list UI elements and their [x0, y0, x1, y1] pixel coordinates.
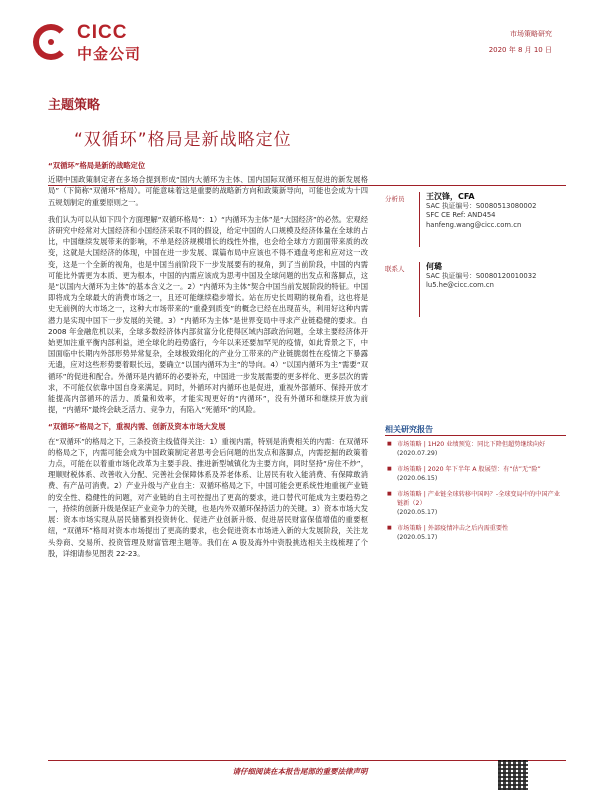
analyst-card: [385, 262, 566, 324]
analyst-divider: [419, 192, 420, 247]
legal-notice: 请仔细阅读在本报告尾部的重要法律声明: [232, 767, 368, 776]
section-heading: “双循环”格局之下，重视内需、创新及资本市场大发展: [48, 422, 226, 432]
related-research-list: [385, 440, 566, 549]
analyst-sac: SAC 执证编号：S0080120010032: [426, 271, 537, 280]
analyst-sfc: SFC CE Ref: AND454: [426, 211, 496, 220]
paragraph: 我们认为可以从如下四个方面理解“双循环格局”：1）“内循环为主体”是“大国经济”的必然。宏观经济研究中经常对大国经济和小国经济采取不同的假设，给定中国的人口规模及经济体量在全球的占比，中国继续发展带来的影响，不单是经济规模增长的线性外推，也会给全球方方面面带来质的改变，这就是大国经济的体现，中国在进一步发展、谋篇布局中应该也不得不通盘考虑和应对这一改变，这是一个全新的视角，也是中国当前阶段下一步发展要有的视角，到了当前阶段，中国的内需可能比外需更为本质、更为根本，中国的内需应该成为思考中国及全球问题的出发点和落脚点，这是“以国内大循环为主体”的基本含义之一。2）“内循环为主体”契合中国当前发展阶段的特征。中国即将成为全球最大的消费市场之一，且还可能继续稳步增长。站在历史长周期的视角看，这也将是史无前例的大市场之一，这种大市场带来的“重叠到质变”的概念已经在出现苗头，利用好这种内需潜力是实现中国下一步发展的关键。3）“内循环为主体”是世界变局中寻求产业链稳健的要求。自 2008 年金融危机以来，全球多数经济体内部贫富分化使得区域内部政治问题，全球主要经济体开始更加注重平衡内部利益，逆全球化的趋势盛行，今年以来还要加罕见的疫情，如此背景之下，中国面临中长期内外部形势异常复杂，全球极致细化的产业分工带来的产业链脆弱性在疫情之下暴露无遗，应对这些形势要着眼长远，要确立“以国内循环为主”的导向。4）“以国内循环为主”需要“双循环”的促进和配合。外循环是内循环的必要补充，中国进一步发展需要的更多样化、更多层次的需求，不可能仅依靠中国自身来满足。同时，外循环对内循环也是促进，重视外部循环、保持开放才能提高内部循环的活力、质量和效率，才能实现更好的“内循环”，没有外循环和继续开放为前提，“内循环”最终会缺乏活力、竞争力，有陷入“死循环”的风险。: [48, 214, 368, 415]
related-report-date: (2020.07.29): [397, 450, 438, 457]
related-report-title[interactable]: 市场策略 | 1H20 业绩预览：同比下降但超势继续向好: [397, 441, 546, 448]
cicc-logo-mark-icon: [33, 24, 69, 60]
analyst-sac: SAC 执证编号：S0080513080002: [426, 201, 537, 210]
related-report-link[interactable]: [385, 490, 566, 517]
cicc-logo: [33, 22, 173, 64]
analyst-email[interactable]: hanfeng.wang@cicc.com.cn: [426, 220, 522, 229]
related-divider: [385, 435, 566, 436]
sidebar-top-divider: [48, 185, 566, 186]
report-date: 2020 年 8 月 10 日: [488, 46, 552, 54]
related-report-date: (2020.06.15): [397, 475, 438, 482]
logo-en: CICC: [77, 22, 128, 43]
footer-divider: [48, 760, 566, 761]
report-category: 市场策略研究: [510, 30, 552, 38]
section-heading: “双循环”格局是新的战略定位: [48, 161, 146, 170]
main-body: [48, 160, 368, 565]
logo-cn: 中金公司: [77, 45, 142, 63]
header-meta: [489, 26, 552, 58]
analyst-panel: [385, 192, 566, 332]
topic-label: 主题策略: [48, 98, 101, 113]
related-report-link[interactable]: [385, 440, 566, 458]
related-research-heading: 相关研究报告: [385, 425, 433, 434]
related-report-link[interactable]: [385, 465, 566, 483]
analyst-role: 分析员: [385, 195, 405, 203]
analyst-divider: [419, 262, 420, 317]
analyst-card: [385, 192, 566, 254]
analyst-role: 联系人: [385, 265, 405, 273]
analyst-email[interactable]: lu5.he@cicc.com.cn: [426, 281, 494, 290]
analyst-name: 王汉锋，CFA: [426, 192, 475, 201]
related-report-title[interactable]: 市场策略 | 外部疫情冲击之后内需重要性: [397, 525, 509, 532]
related-report-title[interactable]: 市场策略 | 产业链全球转移中国吗？-全球变局中的中国产业链新（2）: [397, 491, 560, 507]
qr-code-icon: [498, 760, 528, 790]
related-report-date: (2020.05.17): [397, 509, 438, 516]
analyst-info: [426, 192, 536, 230]
related-report-date: (2020.05.17): [397, 534, 438, 541]
related-report-link[interactable]: [385, 524, 566, 542]
paragraph: 近期中国政策制定者在多场合提到形成“国内大循环为主体、国内国际双循环相互促进的新发展格局”（下简称“双循环”格局）。可能意味着这是重要的战略新方向和政策新导向，可能也会成为十四五规划制定的重要原则之一。: [48, 175, 368, 207]
analyst-info: [426, 262, 536, 291]
analyst-name: 何璐: [426, 262, 442, 271]
related-report-title[interactable]: 市场策略 | 2020 年下半年 A 股展望：有“估”无“险”: [397, 466, 541, 473]
page-title: “双循环”格局是新战略定位: [74, 130, 292, 150]
paragraph: 在“双循环”的格局之下，三条投资主线值得关注：1）重视内需，特别是消费相关的内需：在双循环的格局之下，内需可能会成为中国政策制定者思考会后问题的出发点和落脚点，内需挖掘的政策着力点，可能在以着重市场化改革为主要手段、推进新型城镇化为主要方向，同时坚持“房住不炒”，理顺财税体系、改善收入分配、完善社会保障体系及养老体系、让居民有收入能消费、有保障敢消费、有产品可消费。2）产业升级与产业自主：双循环格局之下，中国可能会更系统性地重视产业链的安全性、稳健性的问题，对产业链的自主可控提出了更高的要求，进口替代可能成为主要趋势之一，持续的创新升级是保证产业竞争力的关键，也是内外双循环保持活力的关键。3）资本市场大发展：资本市场实现从居民储蓄到投资转化、促进产业创新升级、促进居民财富保值增值的重要枢纽，“双循环”格局对资本市场提出了更高的要求，也会促进资本市场进入新的大发展阶段，关注龙头券商、交易所、投资管理及财富管理主题等。我们在 A 股及海外中资股挑选相关主线梳理了个股，详细请参见图表 22-23。: [48, 436, 368, 558]
